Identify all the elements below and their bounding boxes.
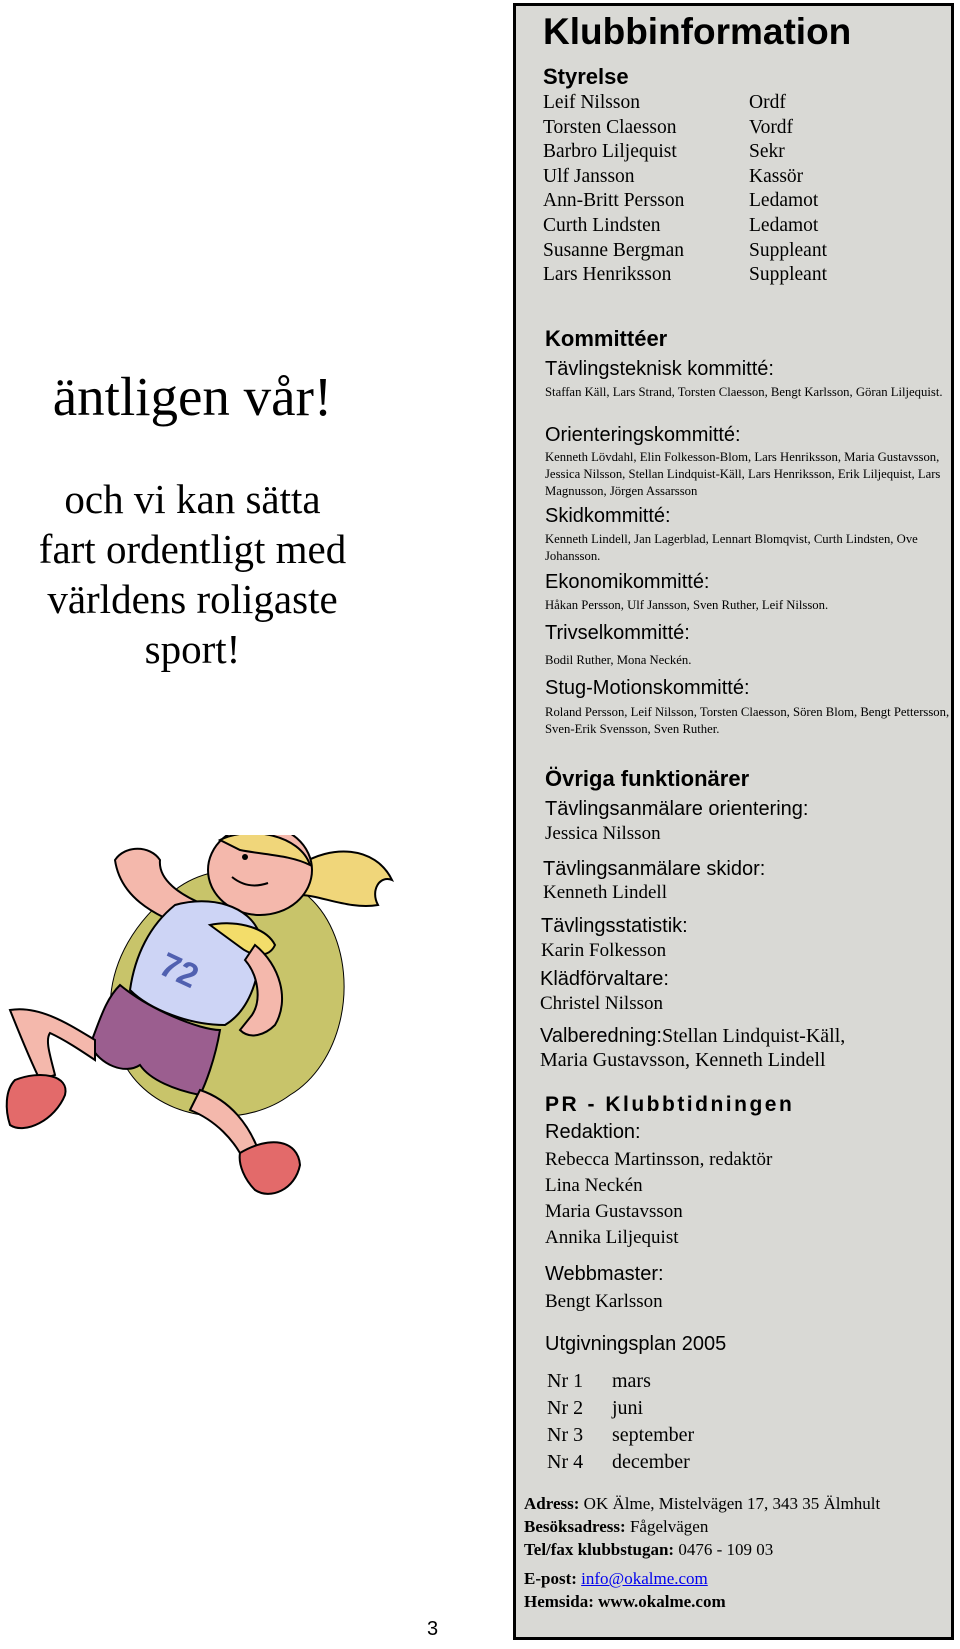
web-label: Hemsida: bbox=[524, 1592, 594, 1611]
official-person: Christel Nilsson bbox=[540, 993, 663, 1014]
email-line bbox=[524, 1567, 880, 1590]
editorial-member: Maria Gustavsson bbox=[545, 1201, 683, 1222]
committee-members: Staffan Käll, Lars Strand, Torsten Claesson, Bengt Karlsson, Göran Liljequist. bbox=[545, 385, 943, 399]
editorial-member: Rebecca Martinsson, redaktör bbox=[545, 1149, 773, 1170]
address-value: OK Älme, Mistelvägen 17, 343 35 Älmhult bbox=[579, 1494, 881, 1513]
webmaster-name: Bengt Karlsson bbox=[545, 1291, 663, 1312]
tel-label: Tel/fax klubbstugan: bbox=[524, 1540, 675, 1559]
address-label: Adress: bbox=[524, 1494, 580, 1513]
plan-row bbox=[547, 1395, 694, 1422]
page-number: 3 bbox=[427, 1618, 439, 1640]
pr-heading: PR - Klubbtidningen bbox=[545, 1093, 795, 1116]
plan-row bbox=[547, 1422, 694, 1449]
official-role: Klädförvaltare: bbox=[540, 968, 669, 990]
board-member-name: Curth Lindsten bbox=[543, 214, 661, 236]
board-member-role: Vordf bbox=[749, 116, 794, 138]
plan-nr: Nr 1 bbox=[547, 1370, 584, 1392]
plan-nr: Nr 3 bbox=[547, 1424, 584, 1446]
plan-row bbox=[547, 1368, 694, 1395]
plan-month: juni bbox=[612, 1397, 644, 1419]
committee-members: Kenneth Lövdahl, Elin Folkesson-Blom, Lars Henriksson, Maria Gustavsson, Jessica Nilsson, Stellan Lindquist-Käll, Lars Henriksson, Erik Liljequist, Lars Magnusson, Jörgen Assarsson bbox=[545, 450, 941, 498]
committee-name: Orienteringskommitté: bbox=[545, 424, 741, 446]
official-person: Karin Folkesson bbox=[541, 940, 667, 961]
web-line bbox=[524, 1590, 880, 1613]
official-role: Tävlingsanmälare orientering: bbox=[545, 798, 809, 820]
publication-plan bbox=[547, 1368, 694, 1476]
web-value[interactable]: www.okalme.com bbox=[593, 1592, 726, 1611]
official-person: Jessica Nilsson bbox=[545, 823, 661, 844]
committees-heading: Kommittéer bbox=[545, 326, 668, 351]
email-link[interactable]: info@okalme.com bbox=[581, 1569, 708, 1588]
subheadline-line: världens roligaste bbox=[47, 576, 338, 622]
board-names bbox=[543, 91, 684, 288]
officials-heading: Övriga funktionärer bbox=[545, 766, 750, 791]
board-member-name: Lars Henriksson bbox=[543, 264, 672, 286]
subheadline-line: fart ordentligt med bbox=[38, 526, 347, 572]
board-member-role: Ledamot bbox=[749, 190, 819, 212]
committee-members: Bodil Ruther, Mona Neckén. bbox=[545, 653, 692, 667]
plan-month: september bbox=[612, 1424, 695, 1446]
committee-name: Skidkommitté: bbox=[545, 505, 671, 527]
committee-members: Roland Persson, Leif Nilsson, Torsten Claesson, Sören Blom, Bengt Pettersson, Sven-Erik Svensson, Sven Ruther. bbox=[545, 705, 950, 736]
subheadline-line: sport! bbox=[144, 626, 241, 672]
board-member-name: Leif Nilsson bbox=[543, 92, 640, 113]
contact-block bbox=[524, 1492, 880, 1613]
subheadline bbox=[0, 474, 385, 674]
tel-line bbox=[524, 1538, 880, 1561]
editorial-list bbox=[545, 1147, 772, 1251]
running-girl-illustration bbox=[0, 835, 410, 1205]
board-member-name: Ulf Jansson bbox=[543, 165, 635, 187]
official-role: Tävlingsstatistik: bbox=[541, 915, 688, 937]
official-person: Kenneth Lindell bbox=[543, 882, 667, 903]
panel-title: Klubbinformation bbox=[543, 11, 852, 52]
plan-nr: Nr 2 bbox=[547, 1397, 584, 1419]
tel-value: 0476 - 109 03 bbox=[674, 1540, 774, 1559]
committee-members: Kenneth Lindell, Jan Lagerblad, Lennart Blomqvist, Curth Lindsten, Ove Johansson. bbox=[545, 532, 918, 563]
nomination-label: Valberedning: bbox=[540, 1025, 662, 1047]
editorial-member: Lina Neckén bbox=[545, 1175, 643, 1196]
board-member-role: Ordf bbox=[749, 92, 786, 113]
board-member-name: Barbro Liljequist bbox=[543, 141, 677, 163]
editorial-label: Redaktion: bbox=[545, 1121, 641, 1143]
visit-line bbox=[524, 1515, 880, 1538]
board-member-name: Ann-Britt Persson bbox=[543, 190, 685, 212]
board-heading: Styrelse bbox=[543, 64, 629, 89]
board-member-role: Sekr bbox=[749, 141, 785, 163]
plan-title: Utgivningsplan 2005 bbox=[545, 1333, 727, 1355]
official-role: Tävlingsanmälare skidor: bbox=[543, 858, 766, 880]
board-member-role: Ledamot bbox=[749, 214, 819, 236]
committee-name: Trivselkommitté: bbox=[545, 622, 690, 644]
headline: äntligen vår! bbox=[52, 366, 333, 427]
address-line bbox=[524, 1492, 880, 1515]
nomination-committee bbox=[540, 1025, 845, 1048]
nomination-line1: Stellan Lindquist-Käll, bbox=[661, 1025, 846, 1047]
board-roles bbox=[749, 91, 827, 288]
plan-month: mars bbox=[612, 1370, 651, 1392]
board-member-role: Kassör bbox=[749, 165, 804, 187]
plan-nr: Nr 4 bbox=[547, 1451, 584, 1473]
board-member-role: Suppleant bbox=[749, 264, 827, 286]
committee-name: Tävlingsteknisk kommitté: bbox=[545, 358, 774, 380]
nomination-line2: Maria Gustavsson, Kenneth Lindell bbox=[540, 1049, 826, 1071]
committee-name: Ekonomikommitté: bbox=[545, 571, 710, 593]
board-member-name: Susanne Bergman bbox=[543, 239, 684, 261]
committee-name: Stug-Motionskommitté: bbox=[545, 677, 750, 699]
visit-label: Besöksadress: bbox=[524, 1517, 626, 1536]
board-member-role: Suppleant bbox=[749, 239, 827, 261]
editorial-member: Annika Liljequist bbox=[545, 1227, 679, 1248]
runner-number: 72 bbox=[153, 945, 205, 996]
webmaster-label: Webbmaster: bbox=[545, 1263, 664, 1285]
email-label: E-post: bbox=[524, 1569, 577, 1588]
board-member-name: Torsten Claesson bbox=[543, 116, 677, 138]
visit-value: Fågelvägen bbox=[625, 1517, 709, 1536]
club-info-panel bbox=[513, 3, 954, 1640]
plan-month: december bbox=[612, 1451, 690, 1473]
subheadline-line: och vi kan sätta bbox=[64, 476, 321, 522]
committee-members: Håkan Persson, Ulf Jansson, Sven Ruther, Leif Nilsson. bbox=[545, 598, 829, 612]
plan-row bbox=[547, 1449, 694, 1476]
